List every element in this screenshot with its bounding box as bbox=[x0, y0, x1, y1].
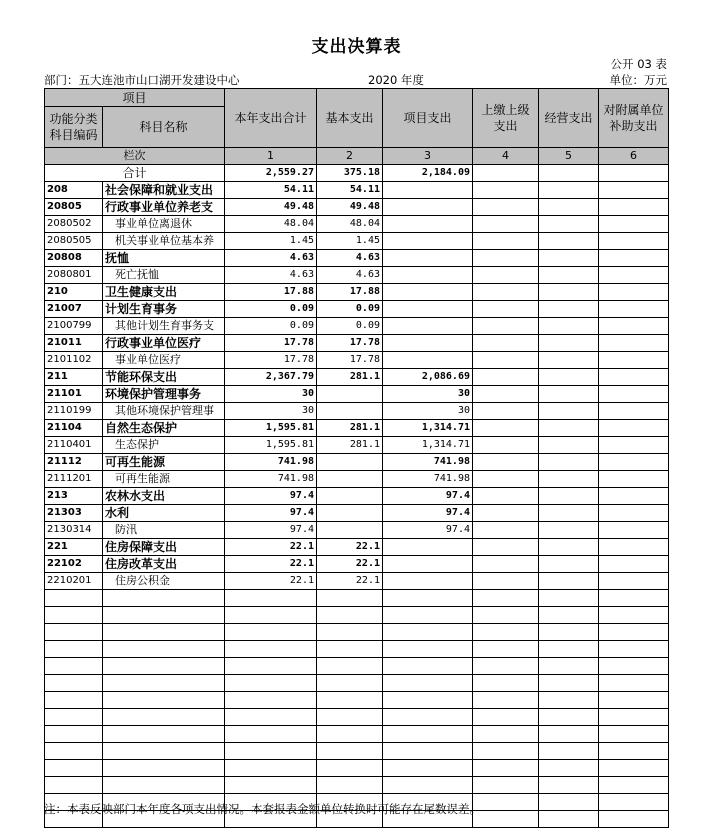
row-project bbox=[383, 301, 473, 318]
row-basic: 0.09 bbox=[317, 301, 383, 318]
row-basic: 1.45 bbox=[317, 233, 383, 250]
row-total: 49.48 bbox=[225, 199, 317, 216]
header-subject-name: 科目名称 bbox=[103, 107, 225, 148]
row-name: 可再生能源 bbox=[103, 471, 225, 488]
row-name: 行政事业单位养老支 bbox=[103, 199, 225, 216]
header-upper: 上缴上级支出 bbox=[473, 89, 539, 148]
row-code: 21112 bbox=[45, 454, 103, 471]
row-basic bbox=[317, 403, 383, 420]
table-row bbox=[45, 318, 669, 335]
row-basic: 49.48 bbox=[317, 199, 383, 216]
row-total: 17.78 bbox=[225, 352, 317, 369]
lanci-col: 4 bbox=[473, 148, 539, 165]
table-row bbox=[45, 233, 669, 250]
lanci-col: 5 bbox=[539, 148, 599, 165]
header-item: 项目 bbox=[45, 89, 225, 107]
row-total: 17.78 bbox=[225, 335, 317, 352]
row-code: 20805 bbox=[45, 199, 103, 216]
row-code: 2101102 bbox=[45, 352, 103, 369]
row-code: 2110199 bbox=[45, 403, 103, 420]
row-project bbox=[383, 199, 473, 216]
row-project: 30 bbox=[383, 386, 473, 403]
row-name: 事业单位离退休 bbox=[103, 216, 225, 233]
lanci-col: 1 bbox=[225, 148, 317, 165]
row-project: 741.98 bbox=[383, 471, 473, 488]
table-row bbox=[45, 573, 669, 590]
row-total: 4.63 bbox=[225, 250, 317, 267]
lanci-col: 2 bbox=[317, 148, 383, 165]
row-basic: 281.1 bbox=[317, 420, 383, 437]
row-name: 节能环保支出 bbox=[103, 369, 225, 386]
row-total: 48.04 bbox=[225, 216, 317, 233]
row-name: 可再生能源 bbox=[103, 454, 225, 471]
row-basic: 4.63 bbox=[317, 250, 383, 267]
row-basic: 0.09 bbox=[317, 318, 383, 335]
empty-row bbox=[45, 709, 669, 726]
header-subsidy: 对附属单位补助支出 bbox=[599, 89, 669, 148]
row-project bbox=[383, 318, 473, 335]
row-project: 1,314.71 bbox=[383, 420, 473, 437]
table-row bbox=[45, 352, 669, 369]
row-total: 17.88 bbox=[225, 284, 317, 301]
empty-row bbox=[45, 641, 669, 658]
row-name: 计划生育事务 bbox=[103, 301, 225, 318]
table-row bbox=[45, 437, 669, 454]
row-name: 机关事业单位基本养 bbox=[103, 233, 225, 250]
table-row bbox=[45, 182, 669, 199]
row-total: 22.1 bbox=[225, 573, 317, 590]
table-row bbox=[45, 488, 669, 505]
empty-row bbox=[45, 692, 669, 709]
total-row bbox=[45, 165, 669, 182]
row-total: 2,367.79 bbox=[225, 369, 317, 386]
table-row bbox=[45, 420, 669, 437]
row-project bbox=[383, 267, 473, 284]
row-name: 其他环境保护管理事 bbox=[103, 403, 225, 420]
row-name: 抚恤 bbox=[103, 250, 225, 267]
row-code: 2080505 bbox=[45, 233, 103, 250]
row-name: 农林水支出 bbox=[103, 488, 225, 505]
row-name: 生态保护 bbox=[103, 437, 225, 454]
table-row bbox=[45, 505, 669, 522]
row-name: 死亡抚恤 bbox=[103, 267, 225, 284]
row-code: 211 bbox=[45, 369, 103, 386]
form-number: 公开 03 表 bbox=[610, 57, 667, 71]
row-total: 22.1 bbox=[225, 539, 317, 556]
header-total: 本年支出合计 bbox=[225, 89, 317, 148]
table-row bbox=[45, 539, 669, 556]
row-project: 97.4 bbox=[383, 505, 473, 522]
row-basic bbox=[317, 386, 383, 403]
empty-row bbox=[45, 760, 669, 777]
row-total: 30 bbox=[225, 403, 317, 420]
row-project bbox=[383, 284, 473, 301]
row-project bbox=[383, 539, 473, 556]
total-label: 合计 bbox=[45, 165, 225, 182]
empty-row bbox=[45, 743, 669, 760]
row-project: 97.4 bbox=[383, 488, 473, 505]
row-project: 97.4 bbox=[383, 522, 473, 539]
table-row bbox=[45, 386, 669, 403]
header-func-code: 功能分类科目编码 bbox=[45, 107, 103, 148]
page-title: 支出决算表 bbox=[311, 37, 402, 57]
empty-row bbox=[45, 675, 669, 692]
row-project bbox=[383, 556, 473, 573]
row-project bbox=[383, 335, 473, 352]
table-row bbox=[45, 199, 669, 216]
row-code: 208 bbox=[45, 182, 103, 199]
empty-row bbox=[45, 590, 669, 607]
row-project: 1,314.71 bbox=[383, 437, 473, 454]
row-code: 21104 bbox=[45, 420, 103, 437]
table-row bbox=[45, 454, 669, 471]
row-name: 卫生健康支出 bbox=[103, 284, 225, 301]
expenditure-table bbox=[44, 88, 669, 828]
row-project bbox=[383, 352, 473, 369]
row-name: 环境保护管理事务 bbox=[103, 386, 225, 403]
row-basic: 22.1 bbox=[317, 539, 383, 556]
table-row bbox=[45, 284, 669, 301]
table-row bbox=[45, 250, 669, 267]
row-basic bbox=[317, 522, 383, 539]
row-project bbox=[383, 573, 473, 590]
row-project bbox=[383, 233, 473, 250]
row-total: 4.63 bbox=[225, 267, 317, 284]
row-basic bbox=[317, 454, 383, 471]
year-label: 2020 年度 bbox=[368, 73, 424, 87]
row-total: 97.4 bbox=[225, 505, 317, 522]
row-code: 2210201 bbox=[45, 573, 103, 590]
row-name: 住房改革支出 bbox=[103, 556, 225, 573]
row-code: 2080801 bbox=[45, 267, 103, 284]
row-name: 事业单位医疗 bbox=[103, 352, 225, 369]
row-total: 1,595.81 bbox=[225, 420, 317, 437]
row-code: 20808 bbox=[45, 250, 103, 267]
row-project: 30 bbox=[383, 403, 473, 420]
row-basic: 54.11 bbox=[317, 182, 383, 199]
row-name: 住房公积金 bbox=[103, 573, 225, 590]
empty-row bbox=[45, 658, 669, 675]
empty-row bbox=[45, 624, 669, 641]
row-total: 0.09 bbox=[225, 318, 317, 335]
row-total: 97.4 bbox=[225, 522, 317, 539]
row-name: 防汛 bbox=[103, 522, 225, 539]
row-name: 社会保障和就业支出 bbox=[103, 182, 225, 199]
row-basic: 4.63 bbox=[317, 267, 383, 284]
table-row bbox=[45, 556, 669, 573]
row-project: 2,086.69 bbox=[383, 369, 473, 386]
total-sum: 2,559.27 bbox=[225, 165, 317, 182]
empty-row bbox=[45, 726, 669, 743]
row-code: 213 bbox=[45, 488, 103, 505]
empty-row bbox=[45, 777, 669, 794]
row-name: 其他计划生育事务支 bbox=[103, 318, 225, 335]
row-name: 自然生态保护 bbox=[103, 420, 225, 437]
row-total: 54.11 bbox=[225, 182, 317, 199]
row-code: 21007 bbox=[45, 301, 103, 318]
footnote: 注：本表反映部门本年度各项支出情况。本套报表金额单位转换时可能存在尾数误差。 bbox=[44, 802, 481, 816]
lanci-col: 6 bbox=[599, 148, 669, 165]
table-row bbox=[45, 403, 669, 420]
table-row bbox=[45, 267, 669, 284]
table-row bbox=[45, 522, 669, 539]
row-project bbox=[383, 250, 473, 267]
table-row bbox=[45, 216, 669, 233]
header-operating: 经营支出 bbox=[539, 89, 599, 148]
table-row bbox=[45, 301, 669, 318]
header-project: 项目支出 bbox=[383, 89, 473, 148]
total-project: 2,184.09 bbox=[383, 165, 473, 182]
row-name: 水利 bbox=[103, 505, 225, 522]
row-project bbox=[383, 182, 473, 199]
row-code: 21011 bbox=[45, 335, 103, 352]
row-basic bbox=[317, 488, 383, 505]
table-row bbox=[45, 471, 669, 488]
table-row bbox=[45, 369, 669, 386]
row-total: 22.1 bbox=[225, 556, 317, 573]
row-basic: 22.1 bbox=[317, 573, 383, 590]
row-basic: 17.88 bbox=[317, 284, 383, 301]
row-code: 210 bbox=[45, 284, 103, 301]
row-basic: 22.1 bbox=[317, 556, 383, 573]
row-code: 22102 bbox=[45, 556, 103, 573]
row-code: 221 bbox=[45, 539, 103, 556]
row-code: 2130314 bbox=[45, 522, 103, 539]
row-code: 21303 bbox=[45, 505, 103, 522]
row-total: 741.98 bbox=[225, 454, 317, 471]
row-basic: 17.78 bbox=[317, 335, 383, 352]
row-basic: 17.78 bbox=[317, 352, 383, 369]
row-code: 2111201 bbox=[45, 471, 103, 488]
row-project bbox=[383, 216, 473, 233]
row-basic: 281.1 bbox=[317, 437, 383, 454]
row-name: 住房保障支出 bbox=[103, 539, 225, 556]
row-total: 0.09 bbox=[225, 301, 317, 318]
table-row bbox=[45, 335, 669, 352]
lanci-label: 栏次 bbox=[45, 148, 225, 165]
row-code: 21101 bbox=[45, 386, 103, 403]
row-project: 741.98 bbox=[383, 454, 473, 471]
row-total: 741.98 bbox=[225, 471, 317, 488]
row-basic: 48.04 bbox=[317, 216, 383, 233]
row-code: 2080502 bbox=[45, 216, 103, 233]
row-total: 1.45 bbox=[225, 233, 317, 250]
row-basic bbox=[317, 471, 383, 488]
unit-label: 单位：万元 bbox=[609, 73, 667, 87]
row-basic bbox=[317, 505, 383, 522]
row-code: 2110401 bbox=[45, 437, 103, 454]
department-label: 部门：五大连池市山口湖开发建设中心 bbox=[44, 73, 240, 87]
row-code: 2100799 bbox=[45, 318, 103, 335]
row-total: 1,595.81 bbox=[225, 437, 317, 454]
header-basic: 基本支出 bbox=[317, 89, 383, 148]
total-basic: 375.18 bbox=[317, 165, 383, 182]
row-total: 30 bbox=[225, 386, 317, 403]
row-basic: 281.1 bbox=[317, 369, 383, 386]
empty-row bbox=[45, 607, 669, 624]
row-total: 97.4 bbox=[225, 488, 317, 505]
lanci-col: 3 bbox=[383, 148, 473, 165]
row-name: 行政事业单位医疗 bbox=[103, 335, 225, 352]
